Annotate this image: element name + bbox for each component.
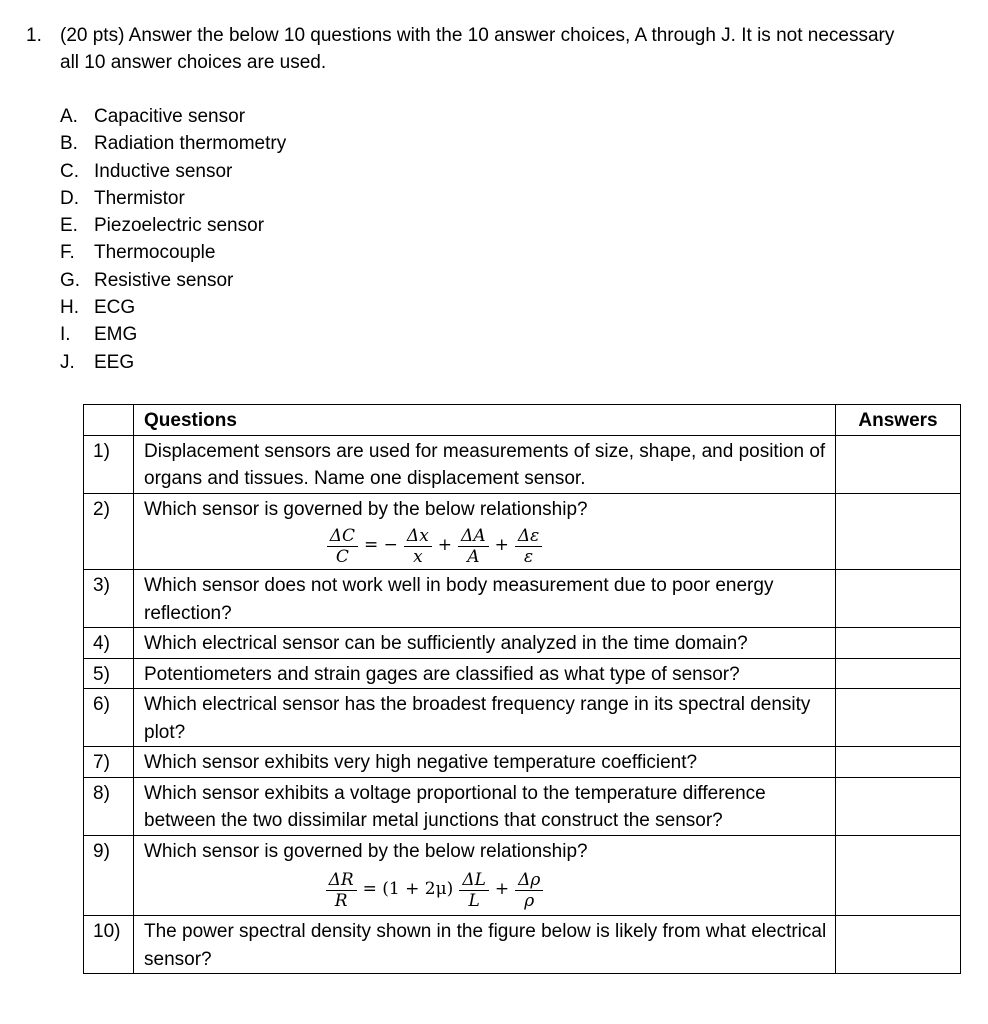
table-row: [84, 628, 961, 659]
table-row: [84, 658, 961, 689]
answer-cell[interactable]: [836, 493, 961, 570]
resistance-equation: [144, 865, 725, 915]
choice-item: [60, 321, 286, 348]
capacitance-equation: [144, 523, 725, 569]
equation-operator: +: [437, 535, 453, 556]
fraction-denominator: A: [467, 546, 480, 567]
question-number: 1): [84, 435, 134, 493]
question-number: 2): [84, 493, 134, 570]
choice-letter: C.: [60, 160, 79, 182]
equation-fraction: [326, 870, 357, 911]
questions-table: [83, 404, 961, 974]
fraction-numerator: Δx: [404, 526, 432, 547]
choice-label: EMG: [94, 324, 138, 346]
table-row: [84, 435, 961, 493]
choice-item: [60, 267, 286, 294]
fraction-denominator: ρ: [524, 890, 535, 911]
header-answers: Answers: [836, 405, 961, 436]
choice-letter: E.: [60, 215, 78, 237]
question-text: Displacement sensors are used for measurements of size, shape, and position of organs and tissues. Name one displacement sensor.: [134, 435, 836, 493]
table-row: [84, 493, 961, 570]
question-number: 7): [84, 747, 134, 778]
choice-item: [60, 185, 286, 212]
question-text: Which sensor exhibits a voltage proportional to the temperature difference between the two dissimilar metal junctions that construct the sensor?: [134, 777, 836, 835]
choice-item: [60, 212, 286, 239]
answer-cell[interactable]: [836, 689, 961, 747]
equation-fraction: [404, 526, 432, 567]
fraction-numerator: ΔR: [326, 870, 357, 891]
choice-letter: D.: [60, 187, 79, 209]
answer-cell[interactable]: [836, 570, 961, 628]
question-number: 3): [84, 570, 134, 628]
question-text: Potentiometers and strain gages are classified as what type of sensor?: [134, 658, 836, 689]
fraction-numerator: ΔA: [458, 526, 489, 547]
answer-cell[interactable]: [836, 916, 961, 974]
question-text: Which sensor does not work well in body measurement due to poor energy reflection?: [134, 570, 836, 628]
choice-label: ECG: [94, 297, 136, 319]
choice-label: Piezoelectric sensor: [94, 215, 265, 237]
choice-letter: B.: [60, 133, 78, 155]
question-number: 10): [84, 916, 134, 974]
fraction-denominator: R: [334, 890, 348, 911]
question-text: Which sensor exhibits very high negative temperature coefficient?: [134, 747, 836, 778]
choice-letter: A.: [60, 106, 78, 127]
choice-label: Thermistor: [94, 187, 185, 209]
equation-operator: +: [494, 879, 510, 900]
fraction-numerator: ΔL: [459, 870, 489, 891]
problem-number: 1.: [26, 25, 42, 46]
choice-label: Capacitive sensor: [94, 106, 246, 127]
header-number-cell: [84, 405, 134, 436]
choice-label: Radiation thermometry: [94, 133, 287, 155]
question-number: 8): [84, 777, 134, 835]
table-header-row: [84, 405, 961, 436]
answer-choices-list: [60, 103, 286, 376]
choice-item: [60, 130, 286, 157]
question-text: Which electrical sensor has the broadest frequency range in its spectral density plot?: [134, 689, 836, 747]
choice-letter: I.: [60, 324, 71, 346]
question-cell: [134, 835, 836, 916]
choice-letter: G.: [60, 269, 81, 291]
question-number: 4): [84, 628, 134, 659]
answer-cell[interactable]: [836, 435, 961, 493]
answer-cell[interactable]: [836, 777, 961, 835]
equation-fraction: [458, 526, 489, 567]
choice-label: Resistive sensor: [94, 269, 234, 291]
fraction-denominator: ε: [524, 546, 534, 567]
fraction-numerator: Δρ: [515, 870, 543, 891]
choice-item: [60, 103, 286, 130]
choice-label: Thermocouple: [94, 242, 216, 264]
answer-cell[interactable]: [836, 835, 961, 916]
choice-letter: H.: [60, 297, 79, 319]
choice-item: [60, 239, 286, 266]
equation-fraction: [515, 526, 542, 567]
problem-instructions: (20 pts) Answer the below 10 questions with the 10 answer choices, A through J. It is not necessary all 10 answer choices are used.: [60, 25, 895, 73]
table-row: [84, 689, 961, 747]
table-row: [84, 777, 961, 835]
table-row: [84, 570, 961, 628]
question-cell: [134, 493, 836, 570]
choice-label: Inductive sensor: [94, 160, 233, 182]
answer-cell[interactable]: [836, 747, 961, 778]
choice-letter: J.: [60, 351, 75, 373]
equation-fraction: [459, 870, 489, 911]
table-row: [84, 835, 961, 916]
table-row: [84, 747, 961, 778]
equation-operator: = (1 + 2μ): [362, 879, 454, 900]
choice-item: [60, 349, 286, 376]
choice-label: EEG: [94, 351, 135, 373]
equation-fraction: [327, 526, 358, 567]
answer-cell[interactable]: [836, 628, 961, 659]
answer-cell[interactable]: [836, 658, 961, 689]
fraction-numerator: Δε: [515, 526, 542, 547]
question-text: Which electrical sensor can be sufficiently analyzed in the time domain?: [134, 628, 836, 659]
equation-operator: = −: [364, 535, 398, 556]
choice-letter: F.: [60, 242, 75, 264]
equation-operator: +: [494, 535, 509, 556]
equation-fraction: [515, 870, 543, 911]
choice-item: [60, 294, 286, 321]
table-row: [84, 916, 961, 974]
question-text: The power spectral density shown in the figure below is likely from what electrical sensor?: [134, 916, 836, 974]
header-questions: Questions: [134, 405, 836, 436]
question-number: 9): [84, 835, 134, 916]
fraction-denominator: C: [335, 546, 349, 567]
question-number: 5): [84, 658, 134, 689]
fraction-denominator: L: [468, 890, 480, 911]
fraction-numerator: ΔC: [327, 526, 358, 547]
question-text: Which sensor is governed by the below relationship?: [144, 840, 588, 862]
fraction-denominator: x: [413, 546, 423, 567]
choice-item: [60, 158, 286, 185]
question-text: Which sensor is governed by the below relationship?: [144, 498, 588, 520]
question-number: 6): [84, 689, 134, 747]
